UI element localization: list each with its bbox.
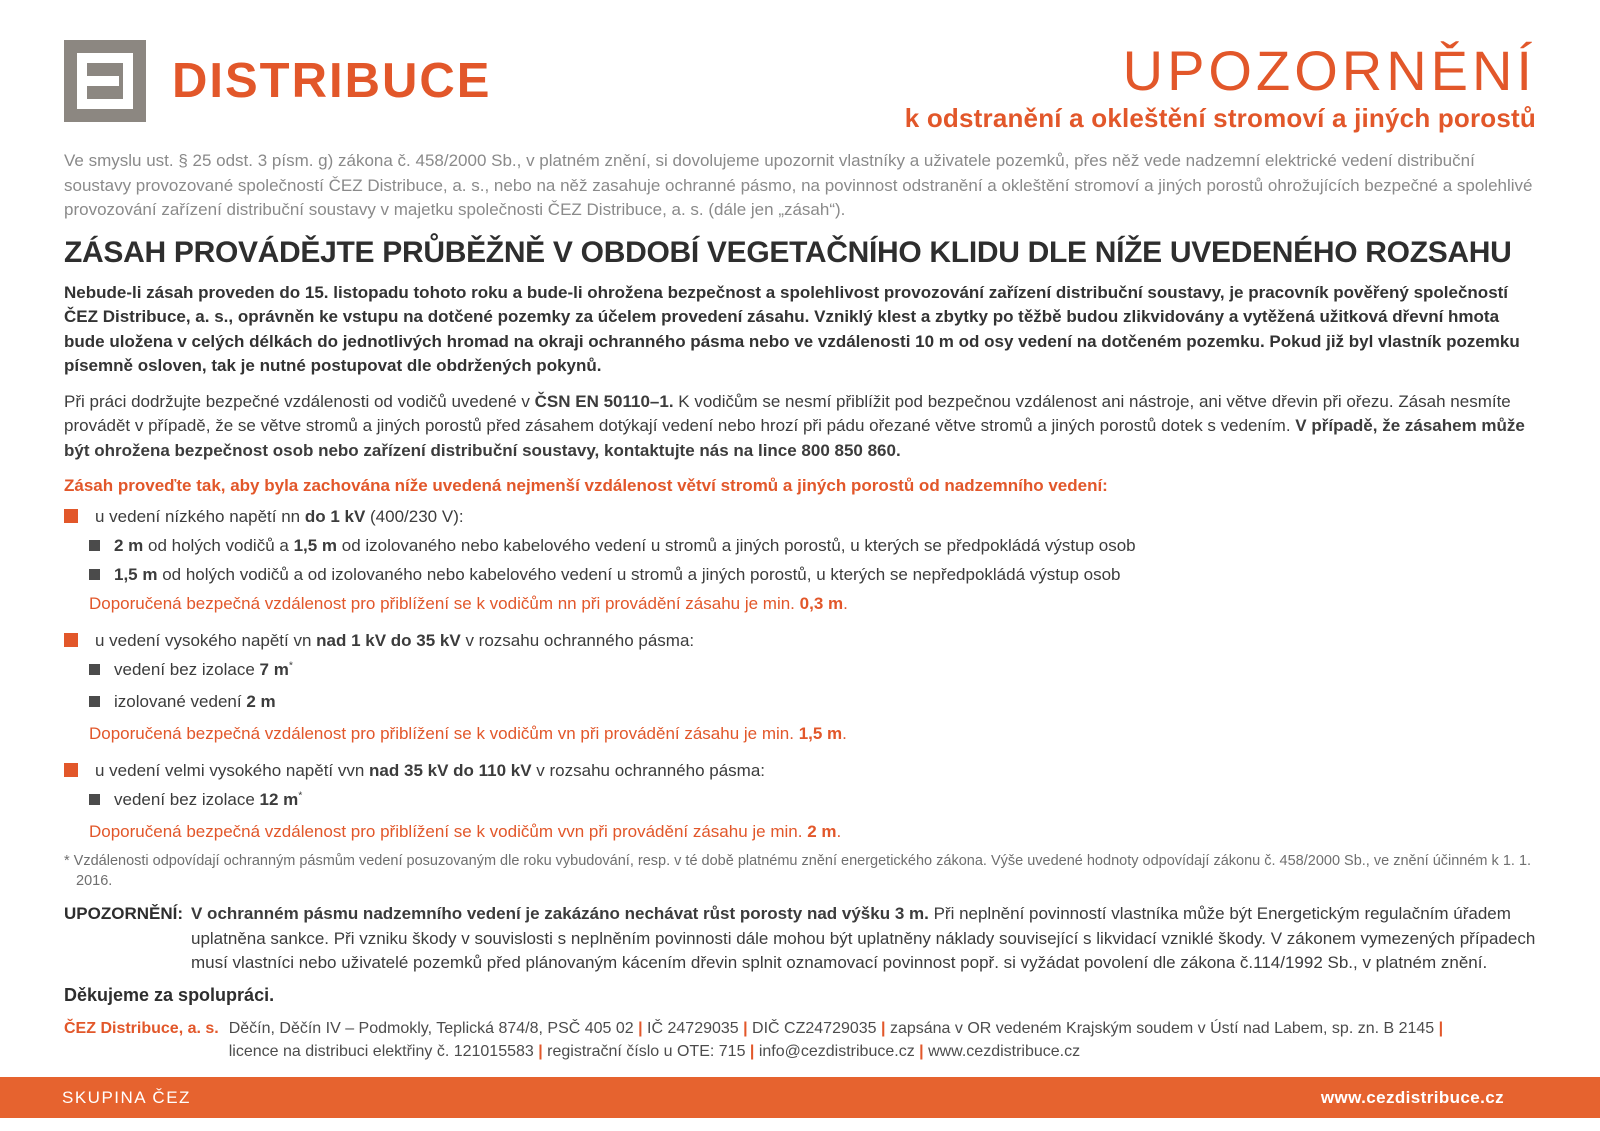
deadline-paragraph: Nebude-li zásah proveden do 15. listopadu tohoto roku a bude-li ohrožena bezpečnost a spolehlivost provozování zařízení distribuční soustavy, je pracovník pověřený společností ČEZ Distribuce, a. s., oprávněn ke vstupu na dotčené pozemky za účelem provedení zásahu. Vzniklý klest a zbytky po těžbě budou zlikvidovány a vytěžená užitková dřevní hmota bude uložena v celých délkách do jednotlivých hromad na okraji ochranného pásma nebo ve vzdálenosti 10 m od osy vedení na dotčeném pozemku. Pokud již byl vlastník pozemku písemně osloven, tak je nutné postupovat dle obdržených pokynů. [64, 282, 1520, 376]
rule-sub-item [89, 534, 1536, 557]
website-label: www.cezdistribuce.cz [1320, 1087, 1504, 1107]
rules-lead: Zásah proveďte tak, aby byla zachována níže uvedená nejmenší vzdálenost větví stromů a jiných porostů od nadzemního vedení: [64, 476, 1108, 496]
bottom-bar [0, 1077, 1600, 1118]
thanks-line: Děkujeme za spolupráci. [64, 984, 275, 1005]
orange-square-bullet-icon [64, 633, 78, 647]
company-footer [64, 1017, 1536, 1063]
dark-square-bullet-icon [89, 664, 100, 675]
rule-sub-text: vedení bez izolace 12 m* [114, 789, 303, 810]
rule-note-vvn: Doporučená bezpečná vzdálenost pro přiblížení se k vodičům vvn při provádění zásahu je min. 2 m. [89, 822, 842, 842]
rule-group-lead-text: u vedení nízkého napětí nn do 1 kV (400/230 V): [95, 507, 464, 527]
company-details [229, 1017, 1443, 1063]
rule-sub-text: izolované vedení 2 m [114, 692, 276, 712]
company-details-line2: licence na distribuci elektřiny č. 121015583 | registrační číslo u OTE: 715 | info@cezdistribuce.cz | www.cezdistribuce.cz [228, 1042, 1081, 1060]
footnote: * Vzdálenosti odpovídají ochranným pásmům vedení posuzovaným dle roku vybudování, resp. v té době platnému znění energetického zákona. Výše uvedené hodnoty odpovídají zákonu č. 458/2000 Sb., ve znění účinném k 1. 1. 2016. [64, 853, 1532, 890]
company-details-line1: Děčín, Děčín IV – Podmokly, Teplická 874/8, PSČ 405 02 | IČ 24729035 | DIČ CZ24729035 | zapsána v OR vedeném Krajským soudem v Ústí nad Labem, sp. zn. B 2145 | [228, 1019, 1444, 1037]
rule-sub-text: vedení bez izolace 7 m* [114, 659, 293, 680]
dark-square-bullet-icon [89, 794, 100, 805]
dark-square-bullet-icon [89, 540, 100, 551]
document-subtitle: k odstranění a okleštění stromoví a jiných porostů [904, 103, 1536, 134]
rule-note-vn: Doporučená bezpečná vzdálenost pro přiblížení se k vodičům vn při provádění zásahu je min. 1,5 m. [89, 724, 847, 744]
safety-paragraph: Při práci dodržujte bezpečné vzdálenosti od vodičů uvedené v ČSN EN 50110–1. K vodičům se nesmí přiblížit pod bezpečnou vzdálenost ani nástroje, ani větve dřevin při ořezu. Zásah nesmíte provádět v případě, že se větve stromů a jiných porostů před zásahem dotýkají vedení nebo hrozí při pádu ořezané větve stromů a jiných porostů dotek s vedením. V případě, že zásahem může být ohrožena bezpečnost osob nebo zařízení distribuční soustavy, kontaktujte nás na lince 800 850 860. [64, 391, 1525, 460]
rule-group-vn [64, 629, 1536, 744]
main-heading: ZÁSAH PROVÁDĚJTE PRŮBĚŽNĚ V OBDOBÍ VEGETAČNÍHO KLIDU DLE NÍŽE UVEDENÉHO ROZSAHU [64, 235, 1512, 269]
rule-group-lead [64, 759, 1536, 782]
dark-square-bullet-icon [89, 696, 100, 707]
warning-block [64, 902, 1536, 976]
rule-sub-item [89, 690, 1536, 713]
orange-square-bullet-icon [64, 763, 78, 777]
group-cez-label: SKUPINA ČEZ [62, 1087, 191, 1107]
rule-group-lead [64, 505, 1536, 528]
warning-text: V ochranném pásmu nadzemního vedení je zakázáno nechávat růst porosty nad výšku 3 m. Při neplnění povinností vlastníka může být Energetickým regulačním úřadem uplatněna sankce. Při vzniku škody v souvislosti s neplněním povinnosti dále mohou být uplatněny náklady související s likvidací vzniklé škody. V zákonem vymezených případech musí vlastníci nebo uživatelé pozemků před plánovaným kácením dřevin splnit oznamovací povinnost popř. si vyžádat povolení dle zákona č.114/1992 Sb., v platném znění. [191, 904, 1536, 973]
header [64, 40, 1536, 134]
intro-paragraph: Ve smyslu ust. § 25 odst. 3 písm. g) zákona č. 458/2000 Sb., v platném znění, si dovolujeme upozornit vlastníky a uživatele pozemků, přes něž vede nadzemní elektrické vedení distribuční soustavy provozované společností ČEZ Distribuce, a. s., nebo na něž zasahuje ochranné pásmo, na povinnost odstranění a okleštění stromoví a jiných porostů ohrožujících bezpečné a spolehlivé provozování zařízení distribuční soustavy v majetku společnosti ČEZ Distribuce, a. s. (dále jen „zásah“). [64, 151, 1533, 220]
rule-group-lead-text: u vedení velmi vysokého napětí vvn nad 35 kV do 110 kV v rozsahu ochranného pásma: [95, 761, 765, 781]
orange-square-bullet-icon [64, 509, 78, 523]
warning-label: UPOZORNĚNÍ: [64, 904, 183, 924]
rule-sub-item [89, 658, 1536, 681]
rule-group-nn [64, 505, 1536, 614]
rule-group-lead [64, 629, 1536, 652]
cez-logo-icon [64, 40, 146, 122]
document-title: UPOZORNĚNÍ [1122, 39, 1536, 102]
rule-group-vvn [64, 759, 1536, 842]
header-title-block [904, 39, 1536, 134]
dark-square-bullet-icon [89, 569, 100, 580]
brand [64, 40, 491, 122]
rule-sub-text: 1,5 m od holých vodičů a od izolovaného nebo kabelového vedení u stromů a jiných porostů, u kterých se nepředpokládá výstup osob [114, 565, 1121, 585]
rule-sub-text: 2 m od holých vodičů a 1,5 m od izolovaného nebo kabelového vedení u stromů a jiných porostů, u kterých se předpokládá výstup osob [114, 536, 1136, 556]
rule-sub-item [89, 788, 1536, 811]
rule-note-nn: Doporučená bezpečná vzdálenost pro přiblížení se k vodičům nn při provádění zásahu je min. 0,3 m. [89, 594, 848, 614]
company-name: ČEZ Distribuce, a. s. [64, 1019, 219, 1037]
brand-name: DISTRIBUCE [172, 54, 492, 108]
rule-sub-item [89, 563, 1536, 586]
rule-group-lead-text: u vedení vysokého napětí vn nad 1 kV do 35 kV v rozsahu ochranného pásma: [95, 631, 695, 651]
